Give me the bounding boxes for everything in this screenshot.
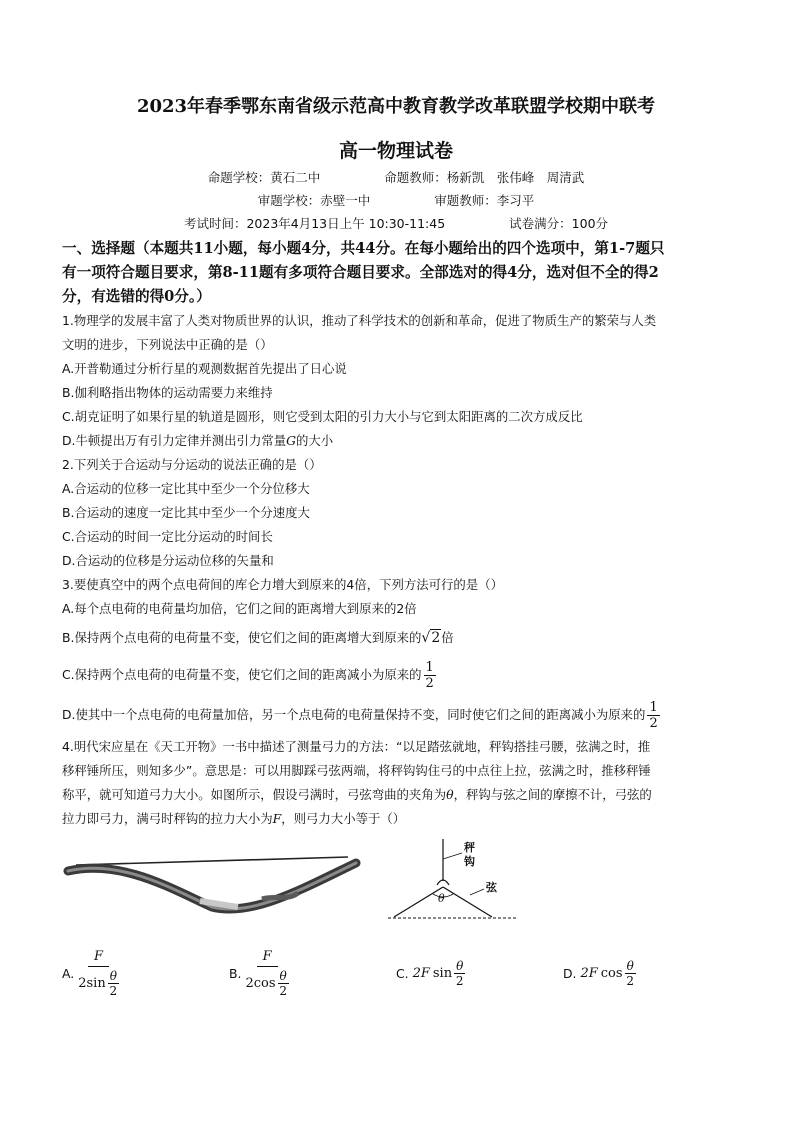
q2-option-d: D.合运动的位移是分运动位移的矢量和	[62, 553, 274, 568]
q2-option-c: C.合运动的时间一定比分运动的时间长	[62, 529, 273, 544]
q4-option-d: D. 2F cos θ 2	[563, 959, 634, 988]
q1-option-b: B.伽利略指出物体的运动需要力来维持	[62, 385, 273, 400]
q1-stem-1: 1.物理学的发展丰富了人类对物质世界的认识，推动了科学技术的创新和革命，促进了物质生产的繁荣与人类	[62, 313, 657, 328]
q1-option-a: A.开普勒通过分析行星的观测数据首先提出了日心说	[62, 361, 347, 376]
bow-illustration	[62, 849, 362, 919]
proposing-teachers: 命题教师：杨新凯 张伟峰 周清武	[384, 170, 585, 185]
q4-option-a: A. F 2 sin θ 2	[62, 949, 118, 998]
q4-figures	[62, 837, 730, 947]
review-teacher: 审题教师：李习平	[434, 193, 535, 208]
q1-option-c: C.胡克证明了如果行星的轨道是圆形，则它受到太阳的引力大小与它到太阳距离的二次方成反比	[62, 409, 583, 424]
label-theta: θ	[438, 892, 445, 905]
q3-stem: 3.要使真空中的两个点电荷间的库仑力增大到原来的4倍，下列方法可行的是（）	[62, 577, 503, 592]
label-hook-2: 钩	[464, 855, 475, 868]
q3-option-d: D.使其中一个点电荷的电荷量加倍，另一个点电荷的电荷量保持不变，同时使它们之间的距离减小为原来的 $\frac{1}{2}$	[62, 699, 658, 731]
review-school: 审题学校：赤壁一中	[257, 193, 371, 208]
q4-option-b: B. F 2 cos θ 2	[229, 949, 287, 998]
q4-option-c: C. 2F sin θ 2	[396, 959, 464, 988]
q2-stem: 2.下列关于合运动与分运动的说法正确的是（）	[62, 457, 322, 472]
full-score: 试卷满分：100分	[509, 216, 609, 231]
meta-line-3	[62, 212, 730, 235]
q4-stem-1: 4.明代宋应星在《天工开物》一书中描述了测量弓力的方法：“以足踏弦就地，秤钩搭挂弓腰，弦满之时，推	[62, 739, 651, 754]
meta-line-2	[62, 189, 730, 212]
exam-title: 2023年春季鄂东南省级示范高中教育教学改革联盟学校期中联考	[136, 96, 656, 117]
fraction-half: $\frac{1}{2}$	[425, 659, 434, 691]
q4-stem-3: 称平，就可知道弓力大小。如图所示，假设弓满时，弓弦弯曲的夹角为θ，秤钩与弦之间的摩擦不计，弓弦的	[62, 787, 652, 802]
exam-time: 考试时间：2023年4月13日上午 10:30-11:45	[183, 216, 446, 231]
sqrt-symbol: √2	[421, 630, 441, 646]
section-1-instructions: 一、选择题（本题共11小题，每小题4分，共44分。在每小题给出的四个选项中，第1-7题只 有一项符合题目要求，第8-11题有多项符合题目要求。全部选对的得4分，选对但不全的得2 分，有选错的得0分。）	[62, 240, 665, 305]
proposing-school: 命题学校：黄石二中	[207, 170, 321, 185]
q4-options	[62, 949, 730, 998]
force-diagram	[388, 837, 528, 929]
q2-option-a: A.合运动的位移一定比其中至少一个分位移大	[62, 481, 310, 496]
q4-stem-2: 移秤锤所压，则知多少”。意思是：可以用脚踩弓弦两端，将秤钩钩住弓的中点往上拉，弦满之时，推移秤锤	[62, 763, 651, 778]
q4-stem-4: 拉力即弓力，满弓时秤钩的拉力大小为F，则弓力大小等于（）	[62, 811, 406, 826]
q3-option-b: B.保持两个点电荷的电荷量不变，使它们之间的距离增大到原来的 √2 倍	[62, 621, 730, 655]
q1-option-d: D.牛顿提出万有引力定律并测出引力常量G的大小	[62, 433, 334, 448]
meta-line-1	[62, 166, 730, 189]
exam-page	[62, 92, 730, 998]
q3-option-c: C.保持两个点电荷的电荷量不变，使它们之间的距离减小为原来的 $\frac{1}{2}$	[62, 659, 434, 691]
label-hook-1: 秤	[464, 841, 475, 854]
fraction-half: $\frac{1}{2}$	[649, 699, 658, 731]
label-string: 弦	[486, 881, 497, 894]
q3-option-a: A.每个点电荷的电荷量均加倍，它们之间的距离增大到原来的2倍	[62, 601, 417, 616]
exam-subtitle: 高一物理试卷	[338, 140, 453, 162]
q2-option-b: B.合运动的速度一定比其中至少一个分速度大	[62, 505, 310, 520]
q1-stem-2: 文明的进步，下列说法中正确的是（）	[62, 337, 273, 352]
